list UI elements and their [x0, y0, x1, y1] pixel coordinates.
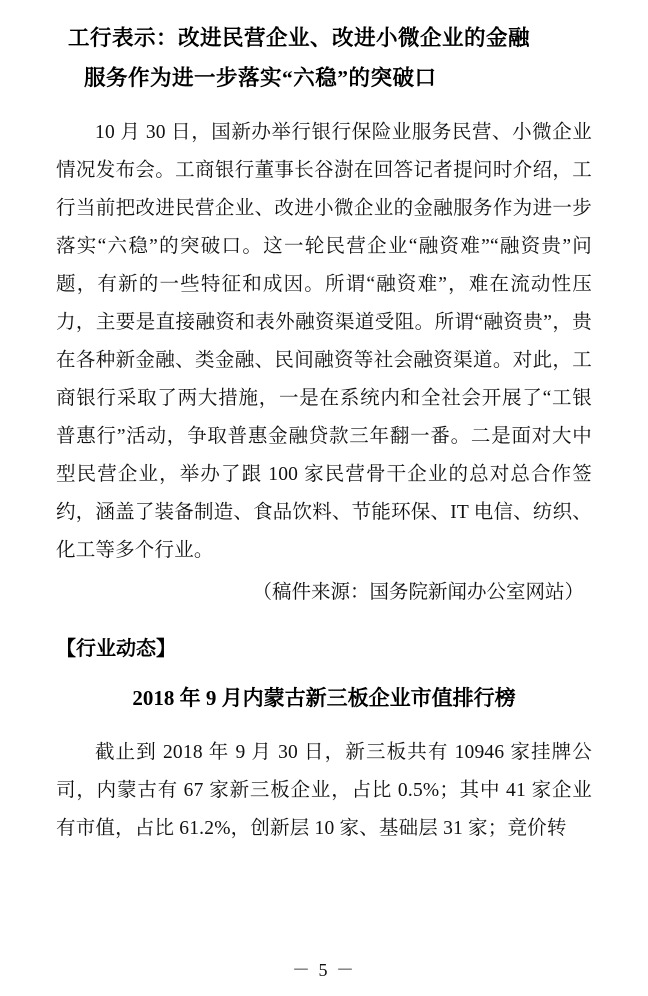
paragraph-main: 10 月 30 日，国新办举行银行保险业服务民营、小微企业情况发布会。工商银行董事长谷澍在回答记者提问时介绍，工行当前把改进民营企业、改进小微企业的金融服务作为进一步落实“六稳”的突破口。这一轮民营企业“融资难”“融资贵”问题，有新的一些特征和成因。所谓“融资难”，难在流动性压力，主要是直接融资和表外融资渠道受阻。所谓“融资贵”，贵在各种新金融、类金融、民间融资等社会融资渠道。对此，工商银行采取了两大措施，一是在系统内和全社会开展了“工银普惠行”活动，争取普惠金融贷款三年翻一番。二是面对大中型民营企业，举办了跟 100 家民营骨干企业的总对总合作签约，涵盖了装备制造、食品饮料、节能环保、IT 电信、纺织、化工等多个行业。 — [56, 122, 592, 561]
source-attribution: （稿件来源：国务院新闻办公室网站） — [252, 582, 584, 603]
page-title — [56, 18, 592, 98]
page-title-line-2: 服务作为进一步落实“六稳”的突破口 — [84, 66, 437, 90]
paragraph-secondary: 截止到 2018 年 9 月 30 日，新三板共有 10946 家挂牌公司，内蒙古有 67 家新三板企业，占比 0.5%；其中 41 家企业有市值，占比 61.2%，创新层 10 家、基础层 31 家；竞价转 — [56, 742, 592, 839]
section-heading: 【行业动态】 — [56, 638, 176, 660]
page-number: － 5 － — [292, 960, 356, 980]
subsection-title: 2018 年 9 月内蒙古新三板企业市值排行榜 — [132, 686, 516, 710]
page-title-line-1: 工行表示：改进民营企业、改进小微企业的金融 — [68, 26, 531, 50]
